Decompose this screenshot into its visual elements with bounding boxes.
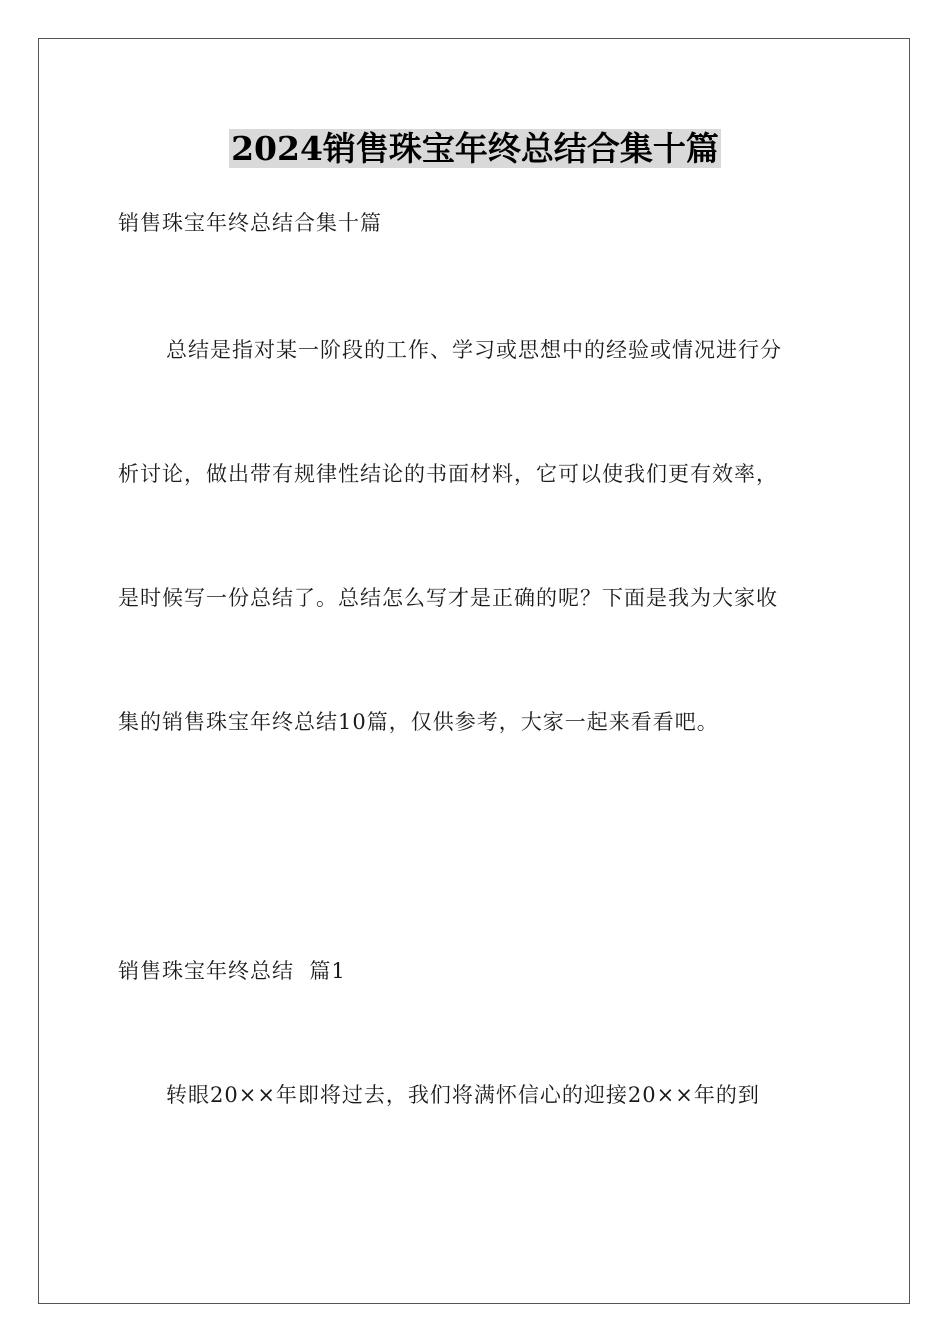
section-paragraph-line: 转眼20××年即将过去，我们将满怀信心的迎接20××年的到 xyxy=(166,1083,760,1107)
document-title-text: 2024销售珠宝年终总结合集十篇 xyxy=(231,129,719,168)
intro-paragraph-line: 总结是指对某一阶段的工作、学习或思想中的经验或情况进行分 xyxy=(166,338,782,362)
document-subtitle: 销售珠宝年终总结合集十篇 xyxy=(118,211,382,235)
intro-paragraph-line: 析讨论，做出带有规律性结论的书面材料，它可以使我们更有效率， xyxy=(118,462,778,486)
document-title xyxy=(0,128,950,170)
intro-paragraph-line: 集的销售珠宝年终总结10篇，仅供参考，大家一起来看看吧。 xyxy=(118,710,719,734)
intro-paragraph-line: 是时候写一份总结了。总结怎么写才是正确的呢？下面是我为大家收 xyxy=(118,586,778,610)
section-heading: 销售珠宝年终总结 篇1 xyxy=(118,959,346,983)
